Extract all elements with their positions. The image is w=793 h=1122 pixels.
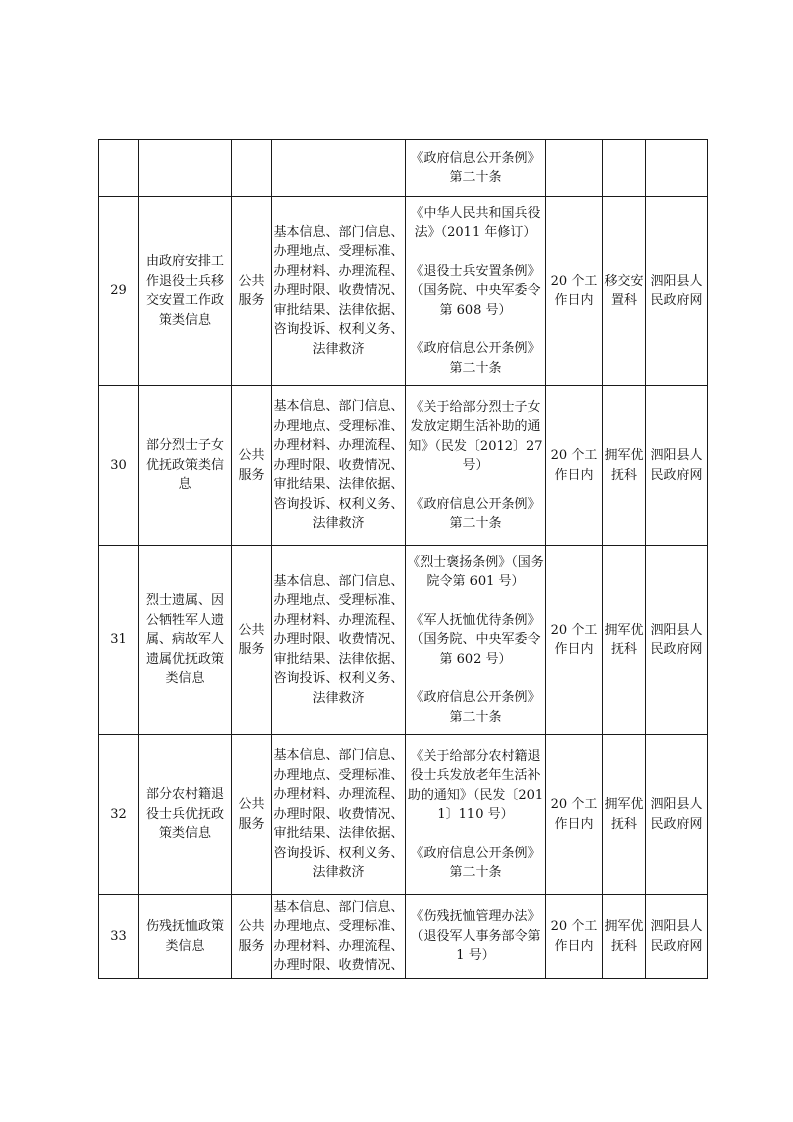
deadline: 20 个工作日内: [546, 546, 603, 735]
table-row: [99, 895, 708, 979]
legal-basis-item: 《烈士褒扬条例》（国务院令第 601 号）: [407, 554, 544, 590]
category: 公共服务: [232, 735, 272, 895]
deadline: 20 个工作日内: [546, 386, 603, 546]
serial-number: 31: [99, 546, 139, 735]
department: 拥军优抚科: [603, 735, 646, 895]
serial-number-cell: [99, 140, 139, 197]
publication-channel: 泗阳县人民政府网: [646, 386, 708, 546]
serial-number: 32: [99, 735, 139, 895]
deadline: 20 个工作日内: [546, 735, 603, 895]
deadline: 20 个工作日内: [546, 895, 603, 979]
legal-basis-item: 《伤残抚恤管理办法》（退役军人事务部令第 1 号）: [410, 909, 541, 964]
publication-channel: 泗阳县人民政府网: [646, 735, 708, 895]
info-content: 基本信息、部门信息、办理地点、受理标准、办理材料、办理流程、办理时限、收费情况、: [272, 895, 406, 979]
item-name: 伤残抚恤政策类信息: [139, 895, 232, 979]
legal-basis-cell: [406, 895, 546, 979]
publication-channel: 泗阳县人民政府网: [646, 895, 708, 979]
channel-cell: [646, 140, 708, 197]
info-content: 基本信息、部门信息、办理地点、受理标准、办理材料、办理流程、办理时限、收费情况、审批结果、法律依据、咨询投诉、权利义务、法律救济: [272, 386, 406, 546]
legal-basis-item: 《军人抚恤优待条例》（国务院、中央军委令第 602 号）: [410, 612, 541, 667]
table-row-continued: [99, 140, 708, 197]
category: 公共服务: [232, 197, 272, 386]
info-content: 基本信息、部门信息、办理地点、受理标准、办理材料、办理流程、办理时限、收费情况、审批结果、法律依据、咨询投诉、权利义务、法律救济: [272, 197, 406, 386]
legal-basis-cell: [406, 546, 546, 735]
info-content: 基本信息、部门信息、办理地点、受理标准、办理材料、办理流程、办理时限、收费情况、审批结果、法律依据、咨询投诉、权利义务、法律救济: [272, 546, 406, 735]
legal-basis-item: 《政府信息公开条例》第二十条: [410, 341, 541, 376]
serial-number: 30: [99, 386, 139, 546]
deadline: 20 个工作日内: [546, 197, 603, 386]
item-name-cell: [139, 140, 232, 197]
info-content-cell: [272, 140, 406, 197]
category: 公共服务: [232, 895, 272, 979]
legal-basis-cell: [406, 386, 546, 546]
item-name: 部分农村籍退役士兵优抚政策类信息: [139, 735, 232, 895]
department-cell: [603, 140, 646, 197]
department: 移交安置科: [603, 197, 646, 386]
item-name: 部分烈士子女优抚政策类信息: [139, 386, 232, 546]
table-row: [99, 735, 708, 895]
serial-number: 29: [99, 197, 139, 386]
item-name: 烈士遗属、因公牺牲军人遗属、病故军人遗属优抚政策类信息: [139, 546, 232, 735]
info-content: 基本信息、部门信息、办理地点、受理标准、办理材料、办理流程、办理时限、收费情况、审批结果、法律依据、咨询投诉、权利义务、法律救济: [272, 735, 406, 895]
table-row: [99, 546, 708, 735]
department: 拥军优抚科: [603, 546, 646, 735]
legal-basis-cell: [406, 197, 546, 386]
legal-basis-item: 《政府信息公开条例》第二十条: [410, 496, 541, 531]
catalog-table: [98, 139, 708, 979]
legal-basis-item: 《中华人民共和国兵役法》（2011 年修订）: [410, 205, 541, 241]
category: 公共服务: [232, 546, 272, 735]
category: 公共服务: [232, 386, 272, 546]
publication-channel: 泗阳县人民政府网: [646, 197, 708, 386]
legal-basis-cell: [406, 140, 546, 197]
serial-number: 33: [99, 895, 139, 979]
publication-channel: 泗阳县人民政府网: [646, 546, 708, 735]
legal-basis-item: 《关于给部分农村籍退役士兵发放老年生活补助的通知》（民发〔2011〕110 号）: [407, 748, 544, 822]
table-row: [99, 197, 708, 386]
legal-basis-cell: [406, 735, 546, 895]
table-row: [99, 386, 708, 546]
deadline-cell: [546, 140, 603, 197]
category-cell: [232, 140, 272, 197]
item-name: 由政府安排工作退役士兵移交安置工作政策类信息: [139, 197, 232, 386]
department: 拥军优抚科: [603, 895, 646, 979]
legal-basis-item: 《退役士兵安置条例》（国务院、中央军委令第 608 号）: [410, 263, 541, 318]
legal-basis-item: 《政府信息公开条例》第二十条: [410, 150, 541, 185]
legal-basis-item: 《关于给部分烈士子女发放定期生活补助的通知》（民发〔2012〕27 号）: [408, 399, 543, 473]
legal-basis-item: 《政府信息公开条例》第二十条: [410, 690, 541, 725]
department: 拥军优抚科: [603, 386, 646, 546]
legal-basis-item: 《政府信息公开条例》第二十条: [410, 845, 541, 880]
